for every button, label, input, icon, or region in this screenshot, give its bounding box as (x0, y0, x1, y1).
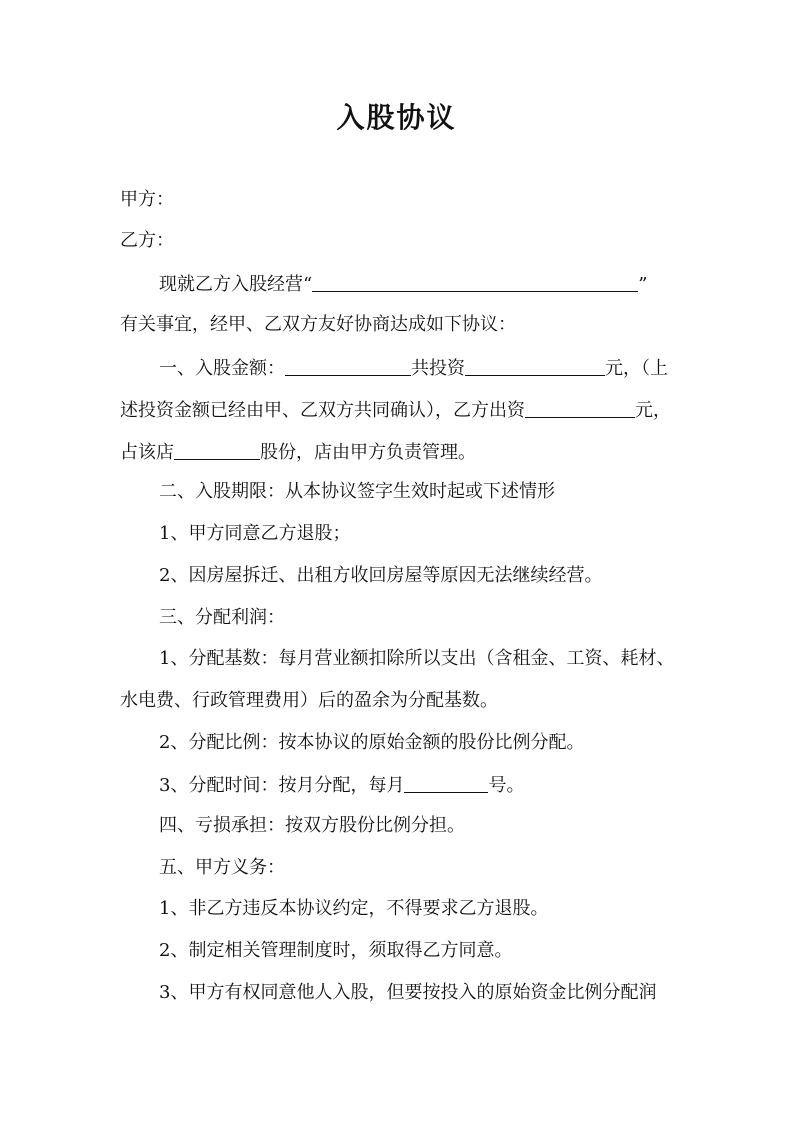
share-amount-blank (285, 355, 411, 376)
section-1-line-3-post: 股份，店由甲方负责管理。 (260, 442, 476, 463)
section-1-mid: 共投资 (411, 358, 465, 379)
party-b-investment-blank (525, 397, 635, 418)
section-1-line-3 (120, 439, 476, 465)
section-1-post: 元，（上 (605, 358, 668, 379)
section-3-item-3-pre: 3、分配时间：按月分配，每月 (159, 775, 405, 796)
section-1-line-3-pre: 占该店 (120, 442, 174, 463)
section-5-item-2: 2、制定相关管理制度时，须取得乙方同意。 (159, 940, 513, 961)
document-title: 入股协议 (336, 101, 457, 134)
section-1-line-2-pre: 述投资金额已经由甲、乙双方共同确认），乙方出资 (120, 400, 525, 421)
section-2-item-1: 1、甲方同意乙方退股； (159, 523, 351, 544)
section-5-heading: 五、甲方义务： (159, 857, 285, 878)
section-3-item-3 (159, 772, 524, 798)
section-3-item-2: 2、分配比例：按本协议的原始金额的股份比例分配。 (159, 732, 585, 753)
section-3-heading: 三、分配利润： (159, 607, 285, 628)
section-5-item-3: 3、甲方有权同意他人入股，但要按投入的原始资金比例分配润 (159, 982, 657, 1003)
section-1-line-2 (120, 397, 671, 423)
section-2-item-2: 2、因房屋拆迁、出租方收回房屋等原因无法继续经营。 (159, 565, 603, 586)
intro-line-1 (159, 271, 647, 297)
section-2-heading: 二、入股期限：从本协议签字生效时起或下述情形 (159, 481, 555, 502)
intro-text-pre: 现就乙方入股经营“ (159, 274, 313, 295)
section-4-heading: 四、亏损承担：按双方股份比例分担。 (159, 815, 465, 836)
section-3-item-1-line-1: 1、分配基数：每月营业额扣除所以支出（含租金、工资、耗材、 (159, 648, 675, 669)
party-b-label: 乙方： (120, 230, 174, 251)
section-5-item-1: 1、非乙方违反本协议约定，不得要求乙方退股。 (159, 898, 549, 919)
intro-line-2: 有关事宜，经甲、乙双方友好协商达成如下协议： (120, 314, 516, 335)
party-a-label: 甲方： (120, 189, 174, 210)
section-1-line-1 (159, 355, 668, 381)
payment-day-blank (404, 772, 488, 793)
total-investment-blank (465, 355, 605, 376)
section-3-item-3-post: 号。 (488, 775, 525, 796)
business-name-blank (312, 271, 638, 292)
section-1-line-2-post: 元， (635, 400, 671, 421)
section-1-pre: 一、入股金额： (159, 358, 285, 379)
share-ratio-blank (174, 439, 260, 460)
section-3-item-1-line-2: 水电费、行政管理费用）后的盈余为分配基数。 (120, 690, 498, 711)
intro-text-post: ” (638, 274, 648, 295)
